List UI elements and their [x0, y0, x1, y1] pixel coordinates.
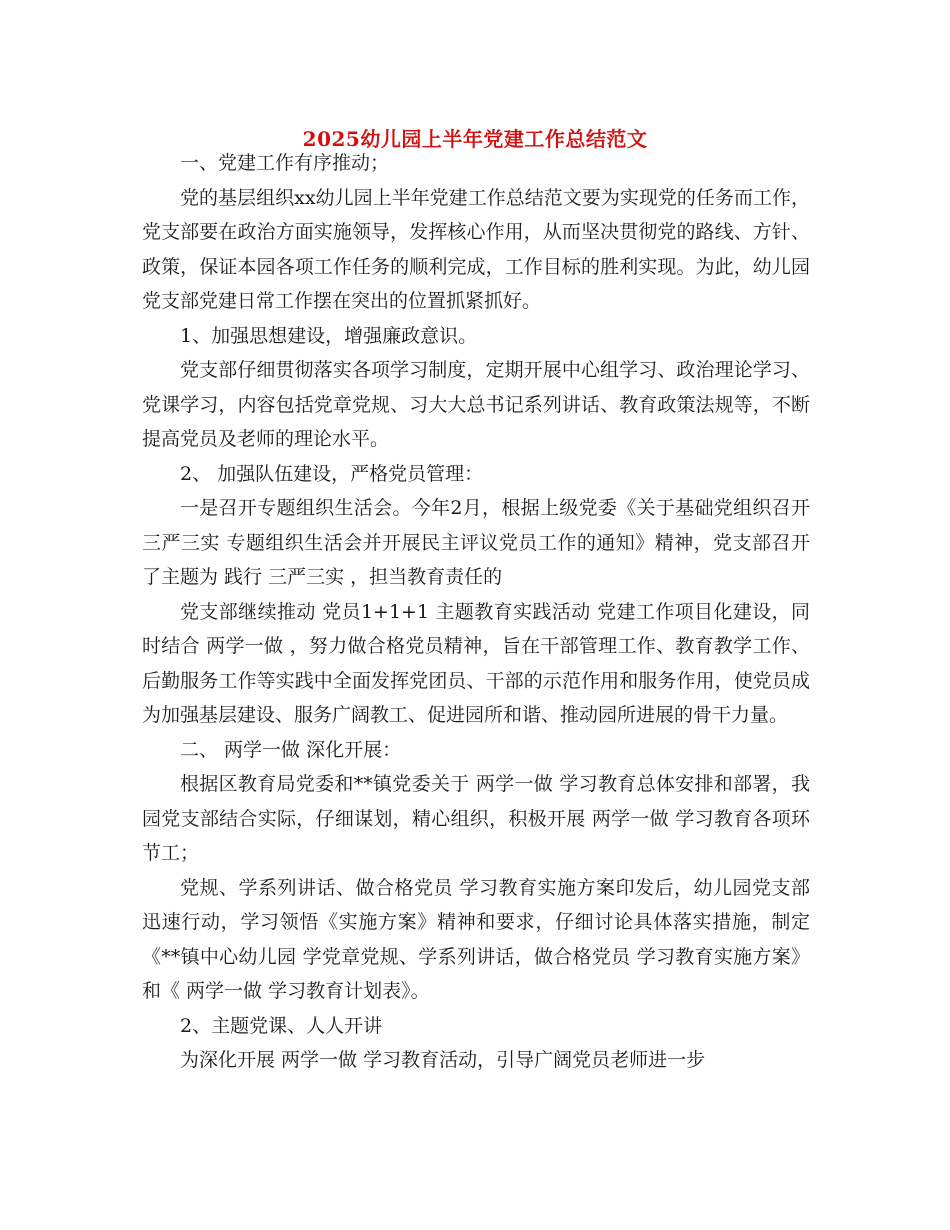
paragraph-subheading: 1、加强思想建设，增强廉政意识。: [180, 324, 478, 347]
paragraph: 党支部继续推动 党员1+1+1 主题教育实践活动 党建工作项目化建设，同时结合 两学一做 ，努力做合格党员精神，旨在干部管理工作、教育教学工作、后勤服务工作等实践中全面发挥党团员、干部的示范作用和服务作用，使党员成为加强基层建设、服务广阔教工、促进园所和谐、推动园所进展的骨干力量。: [142, 600, 810, 726]
paragraph-section-2-heading: 二、 两学一做 深化开展：: [180, 738, 402, 761]
paragraph: 为深化开展 两学一做 学习教育活动，引导广阔党员老师进一步: [180, 1049, 706, 1071]
paragraph-subheading: 2、主题党课、人人开讲: [180, 1014, 383, 1037]
paragraph: 党规、学系列讲话、做合格党员 学习教育实施方案印发后，幼儿园党支部迅速行动，学习领悟《实施方案》精神和要求，仔细讨论具体落实措施，制定《**镇中心幼儿园 学党章党规、学系列讲话，做合格党员 学习教育实施方案》和《 两学一做 学习教育计划表》。: [142, 876, 810, 1002]
paragraph-section-1-heading: 一、党建工作有序推动；: [180, 152, 390, 174]
document-title: 2025幼儿园上半年党建工作总结范文: [302, 127, 648, 152]
paragraph-subheading: 2、 加强队伍建设，严格党员管理：: [180, 462, 484, 485]
paragraph: 一是召开专题组织生活会。今年2月，根据上级党委《关于基础党组织召开 三严三实 专题组织生活会并开展民主评议党员工作的通知》精神，党支部召开了主题为 践行 三严三实 ，担当教育责任的: [142, 497, 810, 588]
paragraph: 党的基层组织xx幼儿园上半年党建工作总结范文要为实现党的任务而工作，党支部要在政治方面实施领导，发挥核心作用，从而坚决贯彻党的路线、方针、政策，保证本园各项工作任务的顺利完成，工作目标的胜利实现。为此，幼儿园党支部党建日常工作摆在突出的位置抓紧抓好。: [142, 186, 810, 312]
paragraph: 根据区教育局党委和**镇党委关于 两学一做 学习教育总体安排和部署，我园党支部结合实际，仔细谋划，精心组织，积极开展 两学一做 学习教育各项环节工；: [142, 773, 810, 864]
document-body: [142, 146, 810, 1078]
paragraph: 党支部仔细贯彻落实各项学习制度，定期开展中心组学习、政治理论学习、党课学习，内容包括党章党规、习大大总书记系列讲话、教育政策法规等，不断提高党员及老师的理论水平。: [142, 359, 810, 450]
